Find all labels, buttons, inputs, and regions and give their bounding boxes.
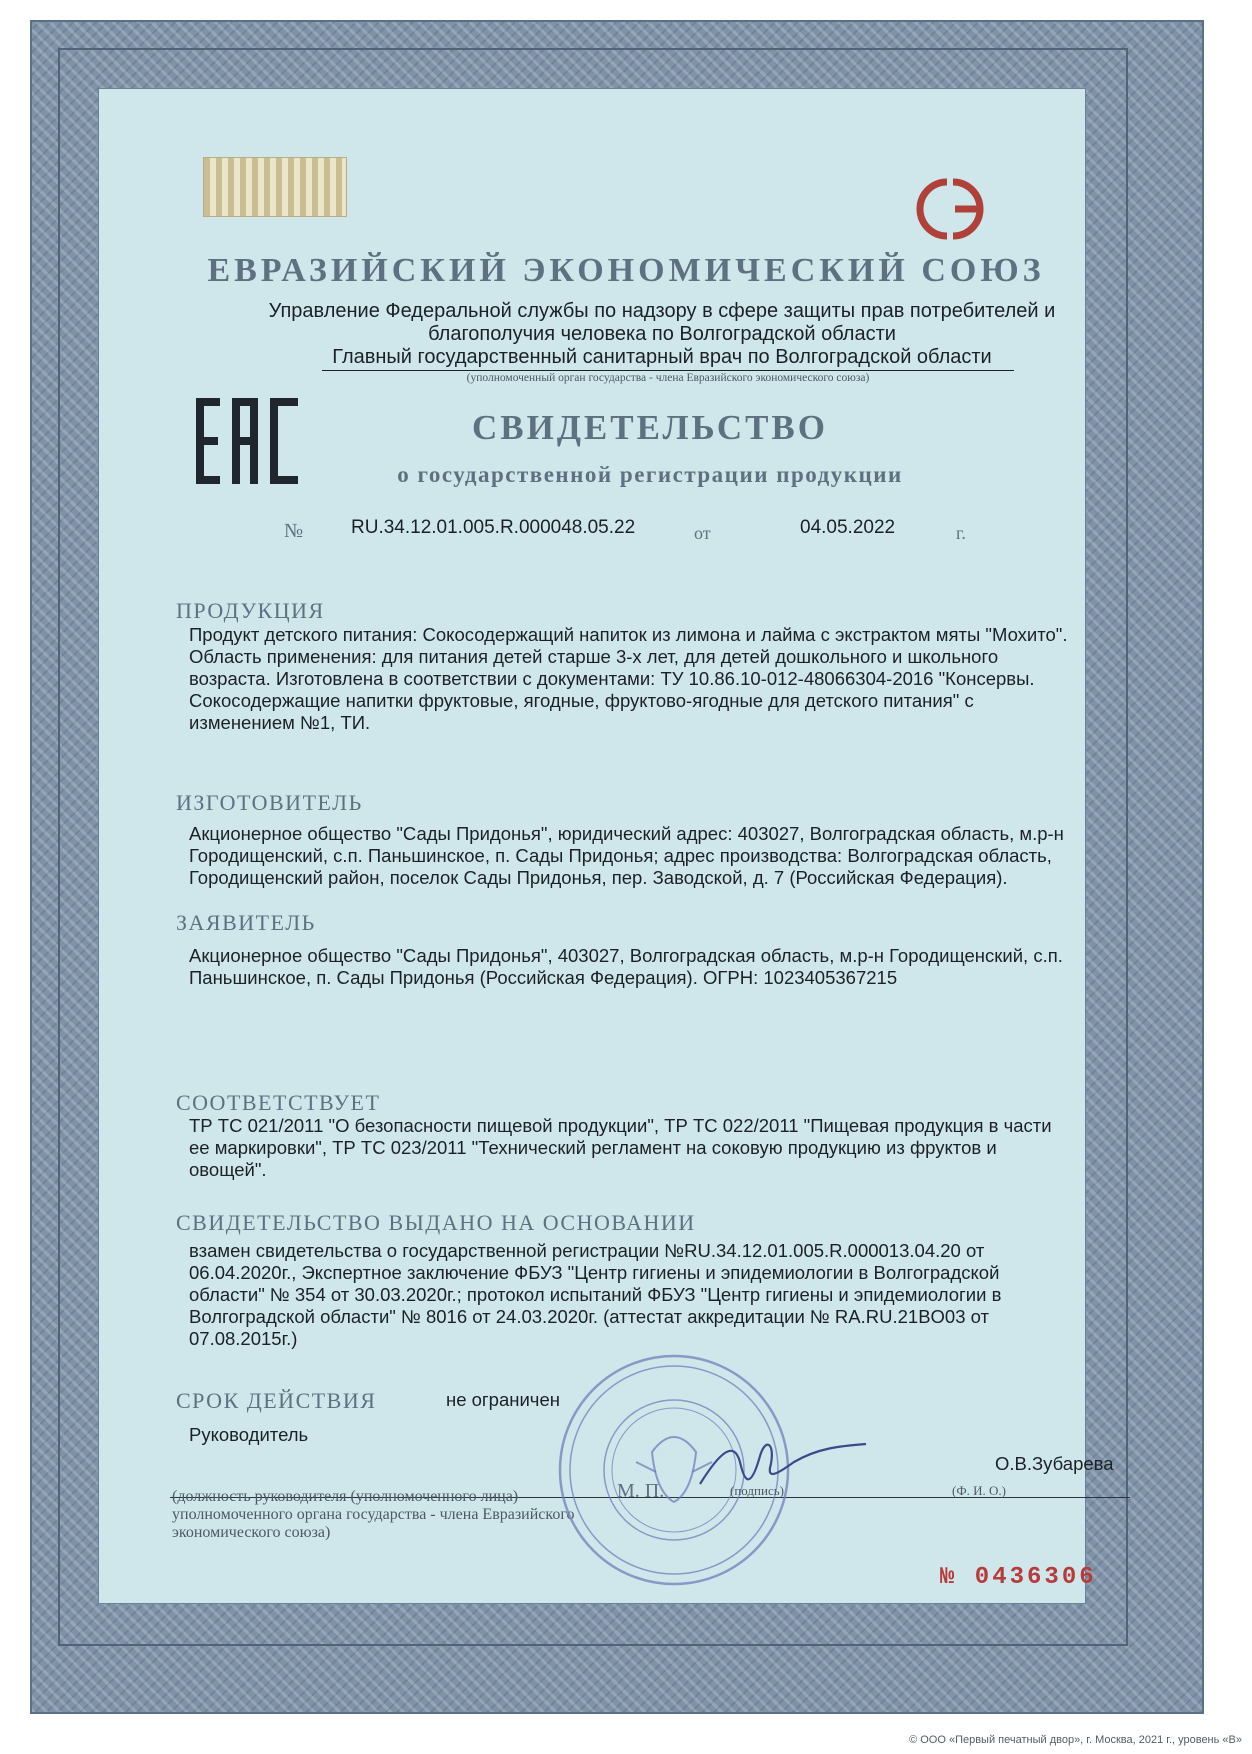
authority-caption: (уполномоченный орган государства - члена Евразийского экономического союза) [466,372,870,384]
se-conformity-logo-icon [895,168,1005,250]
stamp-placeholder-label: М. П. [617,1480,665,1502]
union-title: ЕВРАЗИЙСКИЙ ЭКОНОМИЧЕСКИЙ СОЮЗ [207,252,1045,289]
signature-caption: (подпись) [730,1483,784,1498]
compliance-heading: СООТВЕТСТВУЕТ [176,1090,381,1115]
authority-line-2: благополучия человека по Волгоградской области [428,323,896,345]
applicant-text: Акционерное общество "Сады Придонья", 403027, Волгоградская область, м.р-н Городищенский, с.п. Паньшинское, п. Сады Придонья (Российская Федерация). ОГРН: 1023405367215 [189,945,1063,988]
head-label: Руководитель [189,1424,309,1445]
authority-line-3: Главный государственный санитарный врач по Волгоградской области [332,346,992,368]
hologram-icon [203,157,347,217]
validity-value: не ограничен [446,1389,560,1410]
validity-heading: СРОК ДЕЙСТВИЯ [176,1388,377,1413]
product-text: Продукт детского питания: Сокосодержащий напиток из лимона и лайма с экстрактом мяты "Мохито". Область применения: для питания детей старше 3-х лет, для детей дошкольного и школьного возраста. Изготовлена в соответствии с документами: ТУ 10.86.10-012-48066304-2016 "Консервы. Сокосодержащие напитки фруктовые, ягодные, фруктово-ягодные для детского питания" с изменением №1, ТИ. [189,624,1068,733]
certificate-subtitle: о государственной регистрации продукции [397,462,903,487]
eac-mark-icon [196,398,300,484]
certificate-title: СВИДЕТЕЛЬСТВО [471,408,829,447]
authority-underline [322,370,1014,371]
reg-number-label: № [284,520,304,542]
compliance-text: ТР ТС 021/2011 "О безопасности пищевой продукции", ТР ТС 022/2011 "Пищевая продукция в части ее маркировки", ТР ТС 023/2011 "Технический регламент на соковую продукцию из фруктов и овощей". [189,1115,1052,1180]
name-caption: (Ф. И. О.) [952,1483,1006,1498]
reg-date: 04.05.2022 [800,517,896,538]
applicant-heading: ЗАЯВИТЕЛЬ [176,910,316,935]
position-caption: (должность руководителя (уполномоченного лица) уполномоченного органа государства - члена Евразийского экономического союза) [172,1488,575,1541]
basis-heading: СВИДЕТЕЛЬСТВО ВЫДАНО НА ОСНОВАНИИ [176,1210,696,1235]
signatory-name: О.В.Зубарева [995,1453,1114,1474]
manufacturer-heading: ИЗГОТОВИТЕЛЬ [176,790,363,815]
product-heading: ПРОДУКЦИЯ [176,598,325,623]
basis-text: взамен свидетельства о государственной регистрации №RU.34.12.01.005.R.000013.04.20 от 06.04.2020г., Экспертное заключение ФБУЗ "Центр гигиены и эпидемиологии в Волгоградской области" № 354 от 30.03.2020г.; протокол испытаний ФБУЗ "Центр гигиены и эпидемиологии в Волгоградской области" № 8016 от 24.03.2020г. (аттестат аккредитации № RA.RU.21BO03 от 07.08.2015г.) [189,1240,1002,1349]
reg-year-suffix: г. [956,523,966,543]
reg-number: RU.34.12.01.005.R.000048.05.22 [351,517,636,538]
printer-note: © ООО «Первый печатный двор», г. Москва, 2021 г., уровень «В» [909,1734,1242,1746]
authority-line-1: Управление Федеральной службы по надзору в сфере защиты прав потребителей и [268,300,1056,322]
reg-date-label: от [694,523,711,543]
authority-block [232,300,1092,369]
serial-number: № 0436306 [940,1564,1097,1591]
manufacturer-text: Акционерное общество "Сады Придонья", юридический адрес: 403027, Волгоградская область, м.р-н Городищенский, с.п. Паньшинское, п. Сады Придонья; адрес производства: Волгоградская область, Городищенский район, поселок Сады Придонья, пер. Заводской, д. 7 (Российская Федерация). [189,823,1064,888]
